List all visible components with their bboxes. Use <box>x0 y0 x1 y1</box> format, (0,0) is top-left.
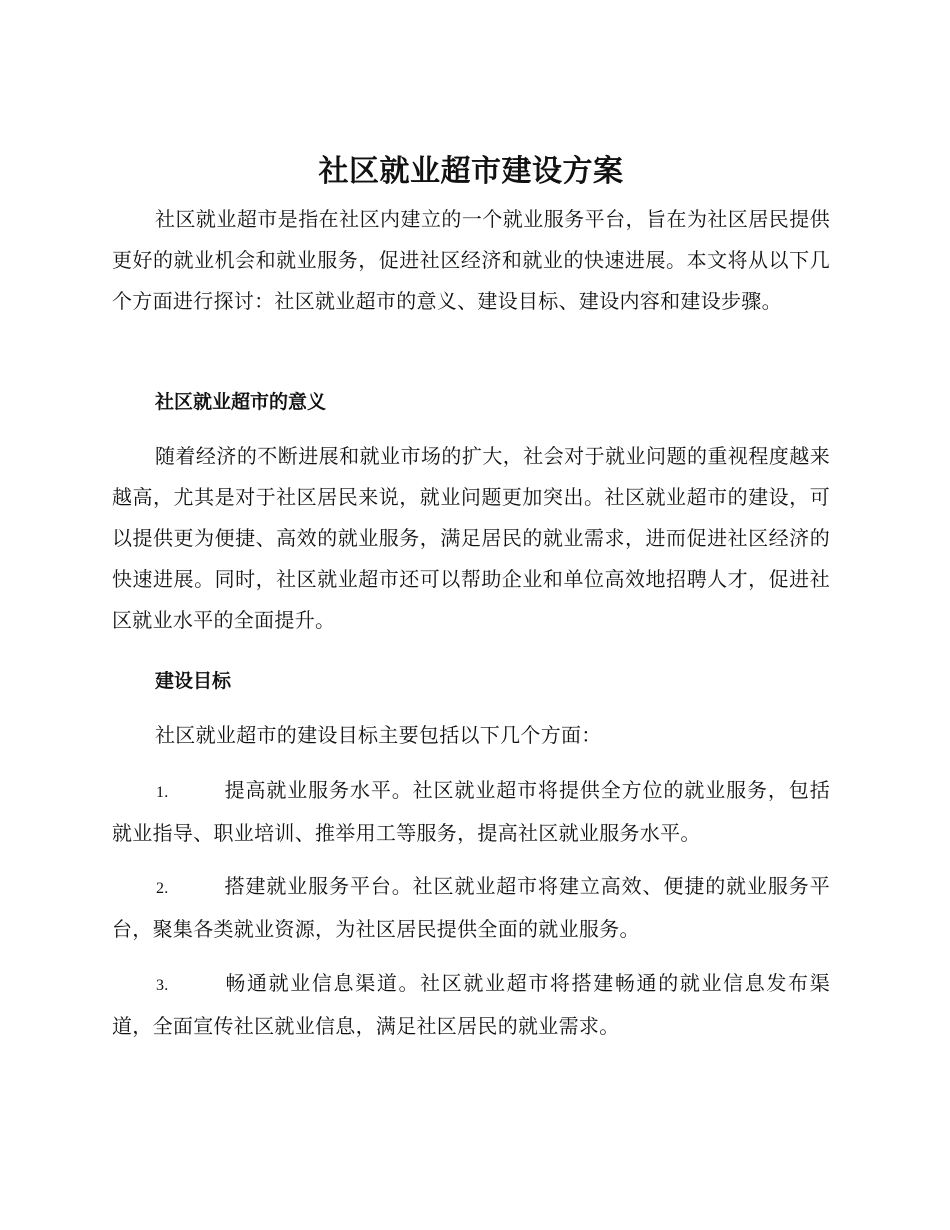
list-item-number: 1. <box>156 784 169 801</box>
list-item-text: 提高就业服务水平。社区就业超市将提供全方位的就业服务，包括就业指导、职业培训、推举用工等服务，提高社区就业服务水平。 <box>112 778 830 845</box>
list-item-text: 畅通就业信息渠道。社区就业超市将搭建畅通的就业信息发布渠道，全面宣传社区就业信息，满足社区居民的就业需求。 <box>112 971 830 1038</box>
significance-paragraph: 随着经济的不断进展和就业市场的扩大，社会对于就业问题的重视程度越来越高，尤其是对于社区居民来说，就业问题更加突出。社区就业超市的建设，可以提供更为便捷、高效的就业服务，满足居民的就业需求，进而促进社区经济的快速进展。同时，社区就业超市还可以帮助企业和单位高效地招聘人才，促进社区就业水平的全面提升。 <box>112 444 830 632</box>
intro-paragraph: 社区就业超市是指在社区内建立的一个就业服务平台，旨在为社区居民提供更好的就业机会和就业服务，促进社区经济和就业的快速进展。本文将从以下几个方面进行探讨：社区就业超市的意义、建设目标、建设内容和建设步骤。 <box>112 207 830 313</box>
list-item <box>112 866 830 950</box>
list-item-number: 2. <box>156 880 169 897</box>
goals-intro-paragraph: 社区就业超市的建设目标主要包括以下几个方面： <box>155 723 602 747</box>
list-item-text: 搭建就业服务平台。社区就业超市将建立高效、便捷的就业服务平台，聚集各类就业资源，为社区居民提供全面的就业服务。 <box>112 874 830 941</box>
list-item <box>112 770 830 854</box>
section-heading-significance: 社区就业超市的意义 <box>155 391 327 413</box>
list-item-number: 3. <box>156 977 169 994</box>
section-heading-goals: 建设目标 <box>155 670 232 692</box>
list-item <box>112 963 830 1047</box>
document-title: 社区就业超市建设方案 <box>318 154 624 189</box>
